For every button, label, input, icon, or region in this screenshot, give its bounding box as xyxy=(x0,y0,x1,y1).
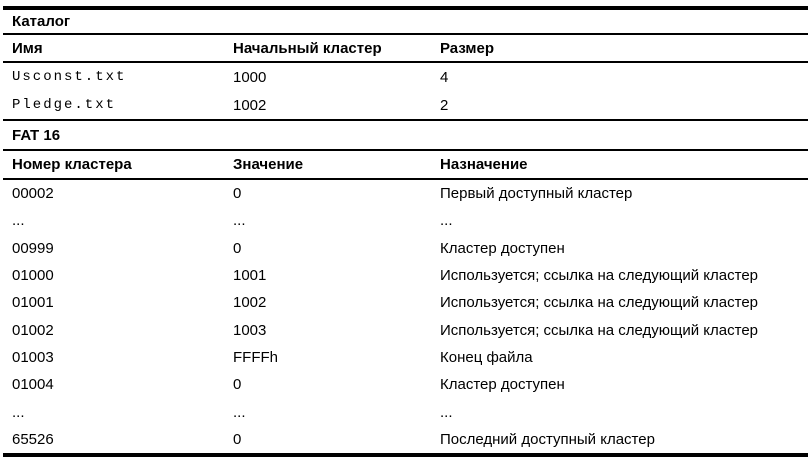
cell-file-name: Pledge.txt xyxy=(12,97,117,113)
fat-header-row xyxy=(3,151,808,178)
table-row xyxy=(3,316,808,343)
cell-value: 0 xyxy=(233,239,242,257)
table-row xyxy=(3,371,808,398)
catalog-header-row xyxy=(3,35,808,61)
catalog-section-title xyxy=(3,10,808,33)
fat-header-cluster-number: Номер кластера xyxy=(12,156,132,173)
cell-cluster-number: 01002 xyxy=(12,321,54,339)
cell-cluster-number: 00999 xyxy=(12,239,54,257)
cell-purpose: Кластер доступен xyxy=(440,239,565,257)
cell-purpose: Используется; ссылка на следующий кластер xyxy=(440,294,759,312)
cell-purpose: Последний доступный кластер xyxy=(440,430,655,448)
cell-start-cluster: 1000 xyxy=(233,68,267,86)
cell-cluster-number: 00002 xyxy=(12,185,54,203)
cell-cluster-number: 01001 xyxy=(12,294,54,312)
table-row xyxy=(3,289,808,316)
fat-header-purpose: Назначение xyxy=(440,156,528,173)
cell-file-name: Usconst.txt xyxy=(12,69,127,85)
cell-value: 0 xyxy=(233,185,242,203)
cell-cluster-number: 01000 xyxy=(12,267,54,285)
fat-section-title xyxy=(3,121,808,149)
table-row xyxy=(3,344,808,371)
table-row xyxy=(3,180,808,207)
fat-title-label: FAT 16 xyxy=(12,126,61,144)
cell-value: 0 xyxy=(233,376,242,394)
table-row xyxy=(3,91,808,119)
cell-size: 4 xyxy=(440,68,449,86)
cell-value: 0 xyxy=(233,430,242,448)
cell-value: ... xyxy=(233,403,246,421)
cell-purpose: ... xyxy=(440,212,453,230)
cell-value: FFFFh xyxy=(233,348,278,366)
cell-purpose: Используется; ссылка на следующий кластер xyxy=(440,267,759,285)
cell-purpose: Конец файла xyxy=(440,348,533,366)
table-row xyxy=(3,235,808,262)
cell-purpose: Кластер доступен xyxy=(440,376,565,394)
cell-start-cluster: 1002 xyxy=(233,96,267,114)
cell-cluster-number: 01003 xyxy=(12,348,54,366)
catalog-header-name: Имя xyxy=(12,39,43,57)
table-row xyxy=(3,63,808,91)
bottom-rule xyxy=(3,453,808,457)
cell-value: ... xyxy=(233,212,246,230)
table-row xyxy=(3,426,808,453)
fat-header-value: Значение xyxy=(233,156,304,173)
table-row xyxy=(3,207,808,234)
catalog-header-start-cluster: Начальный кластер xyxy=(233,39,382,57)
table-row xyxy=(3,398,808,425)
cell-size: 2 xyxy=(440,96,449,114)
cell-purpose: Первый доступный кластер xyxy=(440,185,633,203)
cell-cluster-number: ... xyxy=(12,212,25,230)
catalog-header-size: Размер xyxy=(440,39,495,57)
cell-cluster-number: 65526 xyxy=(12,430,54,448)
cell-value: 1002 xyxy=(233,294,267,312)
cell-purpose: ... xyxy=(440,403,453,421)
cell-purpose: Используется; ссылка на следующий кластер xyxy=(440,321,759,339)
cell-value: 1001 xyxy=(233,267,267,285)
cell-cluster-number: 01004 xyxy=(12,376,54,394)
catalog-title-label: Каталог xyxy=(12,13,71,30)
cell-cluster-number: ... xyxy=(12,403,25,421)
cell-value: 1003 xyxy=(233,321,267,339)
table-row xyxy=(3,262,808,289)
